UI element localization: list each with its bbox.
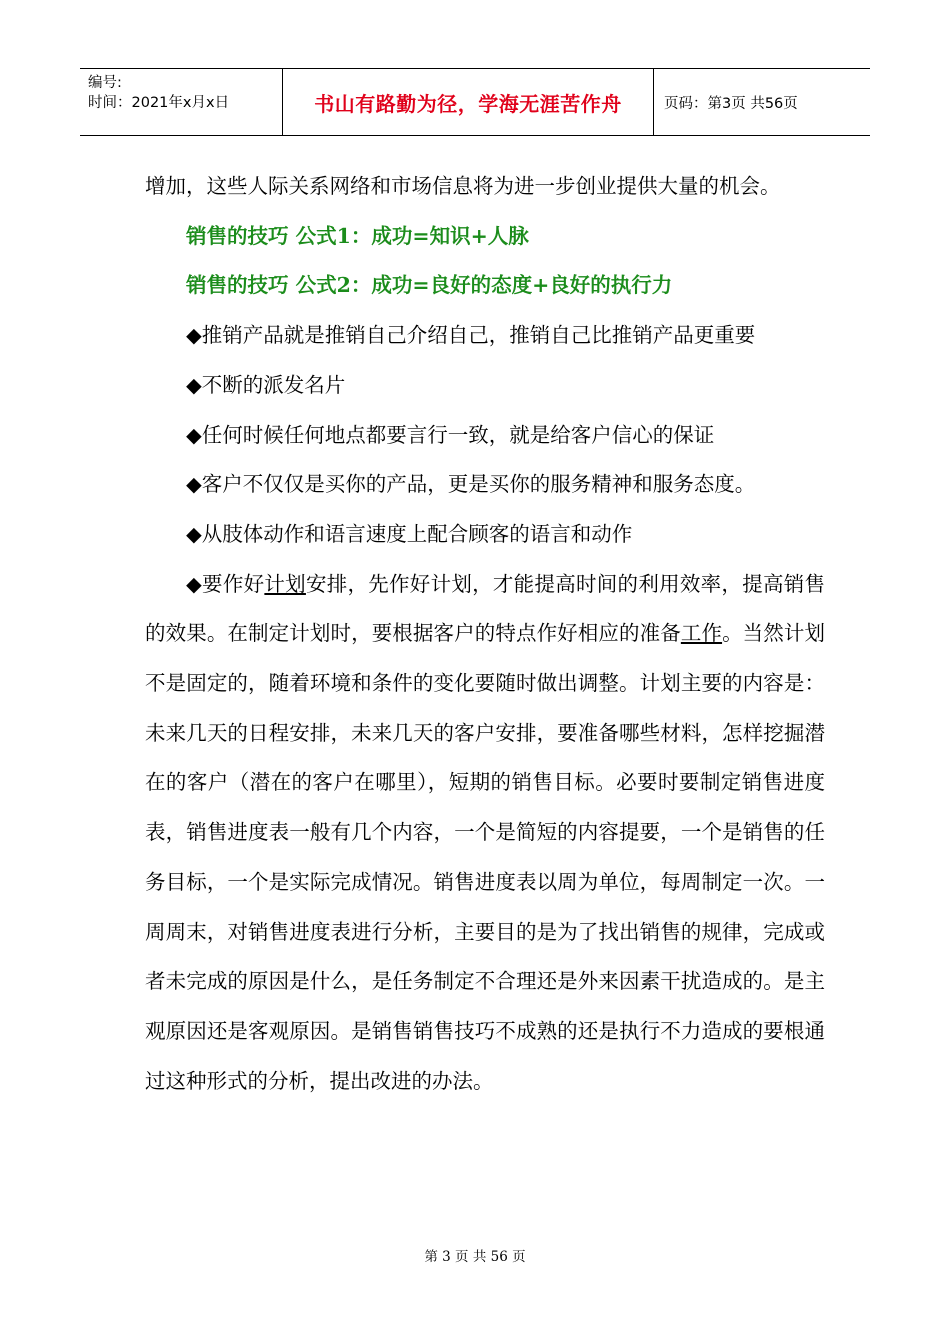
header-meta — [80, 69, 282, 135]
header-page-number: 页码：第3页 共56页 — [664, 95, 798, 112]
document-number-label: 编号: — [88, 75, 122, 91]
intro-paragraph: 增加，这些人际关系网络和市场信息将为进一步创业提供大量的机会。 — [145, 174, 781, 198]
section-heading-formula-2: 销售的技巧 公式2：成功=良好的态度+良好的执行力 — [186, 273, 673, 298]
bullet-item: ◆推销产品就是推销自己介绍自己，推销自己比推销产品更重要 — [186, 323, 756, 348]
header-motto-cell — [282, 69, 654, 135]
bullet-item: ◆从肢体动作和语言速度上配合顾客的语言和动作 — [186, 521, 633, 546]
plan-paragraph — [145, 560, 825, 1107]
plan-link[interactable]: 计划 — [264, 571, 306, 596]
header-page-cell — [654, 69, 870, 135]
bullet-item: ◆客户不仅仅是买你的产品，更是买你的服务精神和服务态度。 — [186, 472, 756, 497]
plan-text-middle: 安排，先作好计划，才能提高时间的利用效率，提高销售的效果。在制定计划时，要根据客户的特点作好相应的准备 — [145, 571, 826, 646]
plan-text-end: 。当然计划不是固定的，随着环境和条件的变化要随时做出调整。计划主要的内容是：未来几天的日程安排，未来几天的客户安排，要准备哪些材料，怎样挖掘潜在的客户（潜在的客户在哪里），短期的销售目标。必要时要制定销售进度表，销售进度表一般有几个内容，一个是简短的内容提要，一个是销售的任务目标，一个是实际完成情况。销售进度表以周为单位，每周制定一次。一周周末，对销售进度表进行分析，主要目的是为了找出销售的规律，完成或者未完成的原因是什么，是任务制定不合理还是外来因素干扰造成的。是主观原因还是客观原因。是销售销售技巧不成熟的还是执行不力造成的要根通过这种形式的分析，提出改进的办法。 — [145, 621, 825, 1093]
page-footer: 第 3 页 共 56 页 — [424, 1249, 526, 1265]
work-link[interactable]: 工作 — [680, 621, 723, 646]
bullet-item: ◆不断的派发名片 — [186, 372, 346, 397]
section-heading-formula-1: 销售的技巧 公式1：成功=知识+人脉 — [186, 223, 529, 248]
header-motto: 书山有路勤为径，学海无涯苦作舟 — [314, 91, 622, 116]
plan-text-start: ◆要作好 — [186, 571, 265, 596]
bullet-item: ◆任何时候任何地点都要言行一致，就是给客户信心的保证 — [186, 422, 715, 447]
page-header — [80, 68, 870, 136]
document-date-label: 时间：2021年x月x日 — [88, 95, 230, 111]
document-body — [145, 162, 825, 1106]
